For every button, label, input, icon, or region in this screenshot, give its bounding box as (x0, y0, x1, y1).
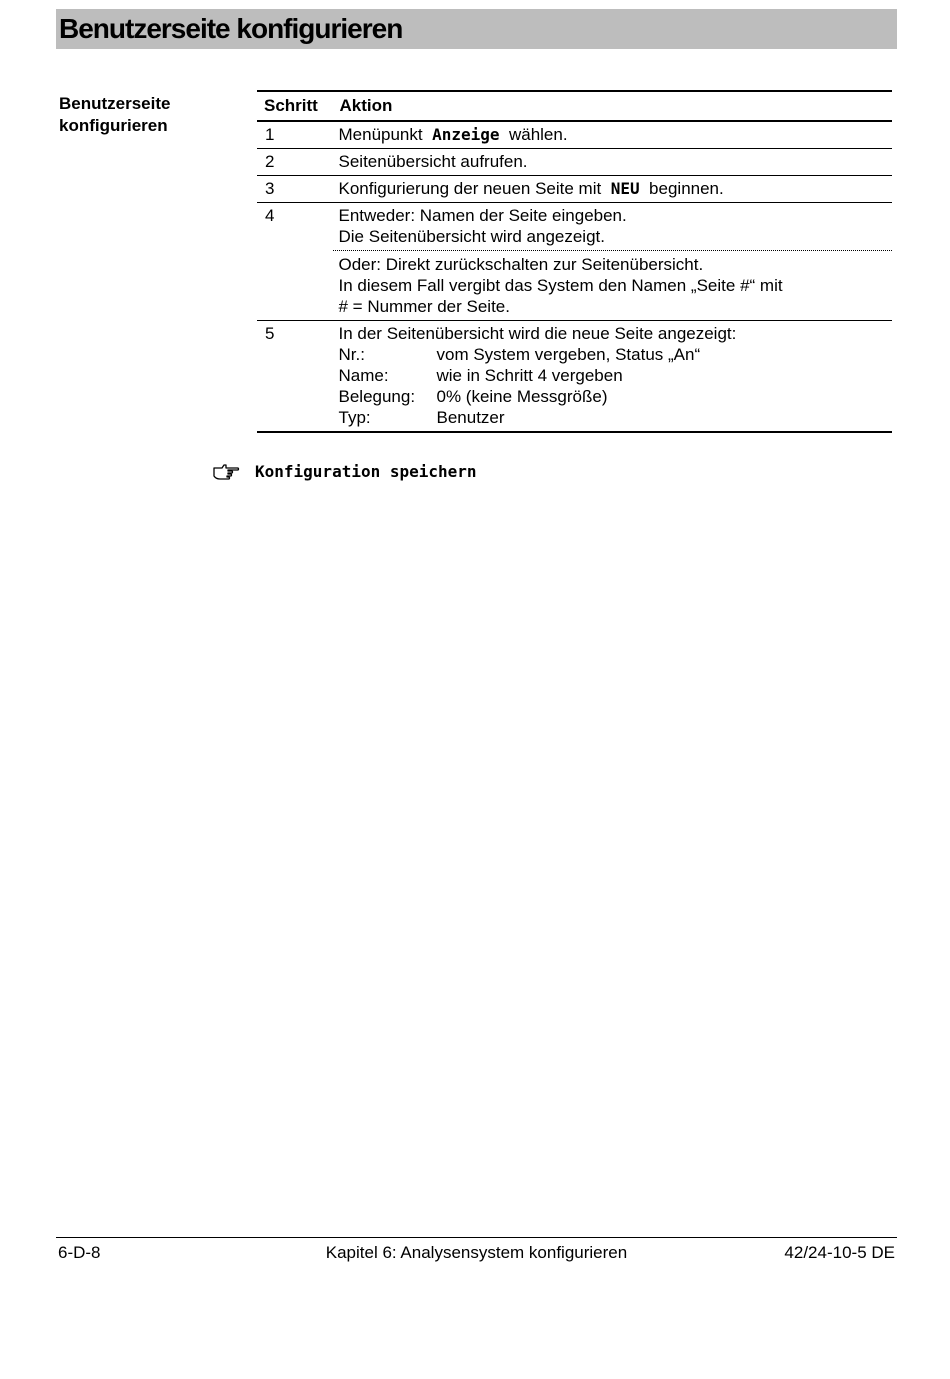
side-heading (59, 93, 219, 137)
table-header-row (257, 91, 892, 121)
action-line: Die Seitenübersicht wird angezeigt. (338, 227, 605, 246)
field-key: Nr.: (338, 345, 365, 364)
header-step: Schritt (257, 91, 332, 121)
field-value: Benutzer (436, 408, 505, 427)
table-row (257, 321, 892, 433)
action-line: In diesem Fall vergibt das System den Namen „Seite #“ mit (338, 276, 783, 295)
side-heading-line2: konfigurieren (59, 116, 168, 135)
step-number: 2 (257, 149, 332, 176)
step-action (332, 321, 892, 433)
note-line (212, 461, 477, 481)
table-row (257, 203, 892, 321)
action-text: wählen. (508, 125, 568, 144)
field-row (339, 365, 887, 386)
step-action: Seitenübersicht aufrufen. (332, 149, 892, 176)
page-title: Benutzerseite konfigurieren (59, 13, 403, 44)
table-row (257, 121, 892, 149)
table-row (257, 149, 892, 176)
page-number: 6-D-8 (58, 1243, 101, 1262)
chapter-title: Kapitel 6: Analysensystem konfigurieren (325, 1243, 628, 1262)
field-row (339, 344, 887, 365)
action-text: beginnen. (649, 179, 724, 198)
action-line: Entweder: Namen der Seite eingeben. (338, 206, 627, 225)
key-code: NEU (610, 179, 640, 198)
action-line: # = Nummer der Seite. (338, 297, 510, 316)
action-text: Konfigurierung der neuen Seite mit (338, 179, 602, 198)
steps-table (257, 90, 892, 433)
step-number: 3 (257, 176, 332, 203)
step-action (332, 203, 892, 321)
menu-code: Anzeige (432, 125, 500, 144)
field-row (339, 407, 887, 428)
step-number: 4 (257, 203, 332, 321)
page-title-bar (56, 9, 897, 49)
step-number: 1 (257, 121, 332, 149)
note-link[interactable]: Konfiguration speichern (255, 461, 477, 481)
dotted-divider (333, 250, 893, 251)
field-row (339, 386, 887, 407)
step-number: 5 (257, 321, 332, 433)
field-key: Name: (338, 366, 389, 385)
field-key: Belegung: (338, 387, 416, 406)
side-heading-line1: Benutzerseite (59, 94, 171, 113)
action-text: Menüpunkt (338, 125, 423, 144)
step-action (332, 176, 892, 203)
footer-divider (56, 1237, 897, 1238)
action-line: Oder: Direkt zurückschalten zur Seitenübersicht. (338, 255, 704, 274)
action-line: In der Seitenübersicht wird die neue Seite angezeigt: (338, 324, 737, 343)
document-id: 42/24-10-5 DE (784, 1243, 895, 1262)
field-value: 0% (keine Messgröße) (436, 387, 608, 406)
option-either (339, 205, 887, 247)
field-key: Typ: (338, 408, 371, 427)
field-value: vom System vergeben, Status „An“ (436, 345, 701, 364)
option-or (339, 254, 887, 317)
pointing-hand-icon (212, 461, 240, 481)
field-value: wie in Schritt 4 vergeben (436, 366, 623, 385)
header-action: Aktion (332, 91, 892, 121)
table-row (257, 176, 892, 203)
step-action (332, 121, 892, 149)
